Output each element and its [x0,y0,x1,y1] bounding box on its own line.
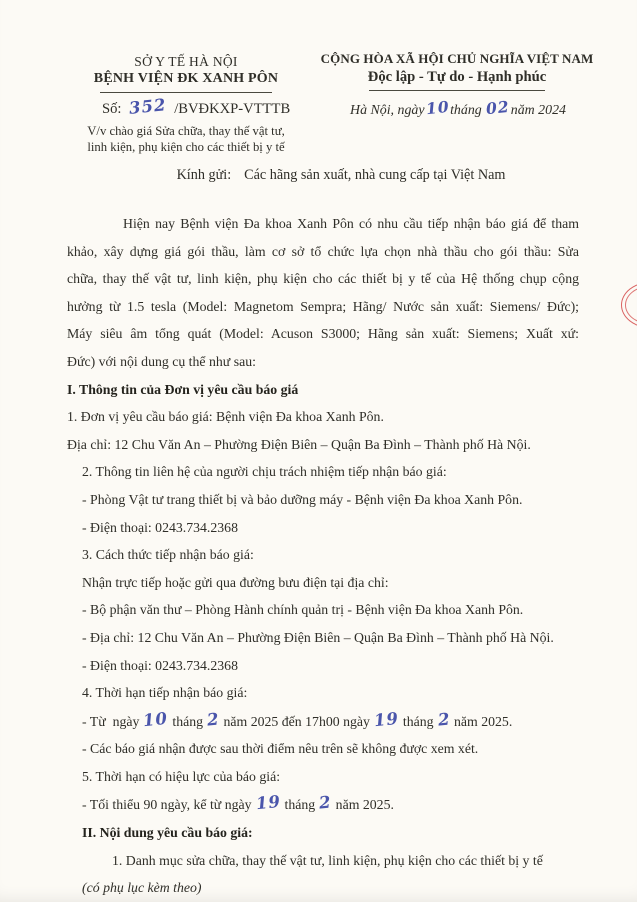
salutation-label: Kính gửi: [176,167,232,183]
intro-line: chữa, thay thế vật tư, linh kiện, phụ kiện cho các thiết bị y tế của Hệ thống chụp cộng [67,271,579,287]
salutation-line [67,167,579,184]
national-motto-underline [369,90,545,91]
receiving-method-line: Nhận trực tiếp hoặc gửi qua đường bưu điện tại địa chỉ: [82,574,389,590]
intro-line: hưởng từ 1.5 tesla (Model: Magnetom Sempra; Hãng/ Nước sản xuất: Siemens/ Đức); [67,298,579,314]
deadline-text: năm 2025 đến 17h00 ngày [223,713,370,729]
handwritten-to-month: 2 [436,709,451,730]
doc-number-code: /BVĐKXP-VTTTB [174,101,291,117]
deadline-text: - Từ ngày [82,713,140,729]
validity-text: năm 2025. [335,797,394,813]
appendix-note: (có phụ lục kèm theo) [82,880,202,896]
section-i-heading: I. Thông tin của Đơn vị yêu cầu báo giá [67,381,299,397]
red-stamp-edge [621,282,637,328]
deadline-text: tháng [402,713,434,729]
document-number-line [102,95,291,118]
handwritten-validity-day: 19 [254,792,282,814]
national-motto-line1: CỘNG HÒA XÃ HỘI CHỦ NGHĨA VIỆT NAM [320,51,594,66]
section-ii-heading: II. Nội dung yêu cầu báo giá: [82,825,253,841]
dateline-place: Hà Nội, ngày [350,103,425,118]
national-motto-line2: Độc lập - Tự do - Hạnh phúc [367,69,547,85]
handwritten-day: 10 [424,96,451,119]
clerical-dept-line: - Bộ phận văn thư – Phòng Hành chính quản trị - Bệnh viện Đa khoa Xanh Pôn. [82,602,524,618]
subject-line1: V/v chào giá Sửa chữa, thay thế vật tư, [87,124,285,138]
validity-heading: 5. Thời hạn có hiệu lực của báo giá: [82,768,281,784]
deadline-text: năm 2025. [454,713,513,729]
salutation-recipient: Các hãng sản xuất, nhà cung cấp tại Việt Nam [244,167,506,183]
issuer-underline [100,92,272,93]
dateline-year: năm 2024 [510,103,566,118]
intro-line: Đức) với nội dung cụ thể như sau: [67,353,256,369]
contact-info-line: 2. Thông tin liên hệ của người chịu trách nhiệm tiếp nhận báo giá: [82,464,447,480]
national-header-block [313,51,601,91]
dateline [316,96,600,119]
deadline-line [82,707,579,736]
address-line-2: - Địa chỉ: 12 Chu Văn An – Phường Điện Biên – Quận Ba Đình – Thành phố Hà Nội. [82,629,554,645]
handwritten-to-day: 19 [372,708,400,730]
dateline-month-label: tháng [450,103,482,118]
issuer-name: BỆNH VIỆN ĐK XANH PÔN [93,71,279,86]
intro-line: Hiện nay Bệnh viện Đa khoa Xanh Pôn có nhu cầu tiếp nhận báo giá để tham [123,216,579,231]
phone-line-2: - Điện thoại: 0243.734.2368 [82,657,238,673]
doc-number-label: Số: [102,101,122,117]
deadline-text: tháng [172,713,204,729]
late-quotes-note: - Các báo giá nhận được sau thời điểm nêu trên sẽ không được xem xét. [82,741,479,757]
issuer-parent-name: SỞ Y TẾ HÀ NỘI [134,54,238,69]
validity-text: tháng [284,797,316,813]
handwritten-from-month: 2 [206,709,221,730]
handwritten-validity-month: 2 [318,792,333,814]
validity-text: - Tối thiểu 90 ngày, kể từ ngày [82,797,252,813]
contact-department-line: - Phòng Vật tư trang thiết bị và bảo dưỡng máy - Bệnh viện Đa khoa Xanh Pôn. [82,491,523,507]
subject-line2: linh kiện, phụ kiện cho các thiết bị y tế [87,140,285,154]
address-line: Địa chỉ: 12 Chu Văn An – Phường Điện Biên – Quận Ba Đình – Thành phố Hà Nội. [67,436,531,452]
requesting-unit-line: 1. Đơn vị yêu cầu báo giá: Bệnh viện Đa khoa Xanh Pôn. [67,409,384,425]
issuing-org-block [58,54,314,93]
receiving-method-heading: 3. Cách thức tiếp nhận báo giá: [82,547,254,563]
item-list-line: 1. Danh mục sửa chữa, thay thế vật tư, linh kiện, phụ kiện cho các thiết bị y tế [112,852,543,868]
document-body [67,210,579,902]
deadline-heading: 4. Thời hạn tiếp nhận báo giá: [82,685,248,701]
phone-line: - Điện thoại: 0243.734.2368 [82,519,238,535]
handwritten-month: 02 [485,96,511,119]
handwritten-doc-number: 352 [128,95,168,118]
document-subject [58,123,314,155]
intro-line: khảo, xây dựng giá gói thầu, làm cơ sở tổ chức lựa chọn nhà thầu cho gói thầu: Sửa [67,243,579,259]
handwritten-from-day: 10 [142,708,170,730]
intro-line: Máy siêu âm tổng quát (Model: Acuson S3000; Hãng sản xuất: Siemens; Xuất xứ: [67,326,579,342]
validity-line [82,790,579,819]
